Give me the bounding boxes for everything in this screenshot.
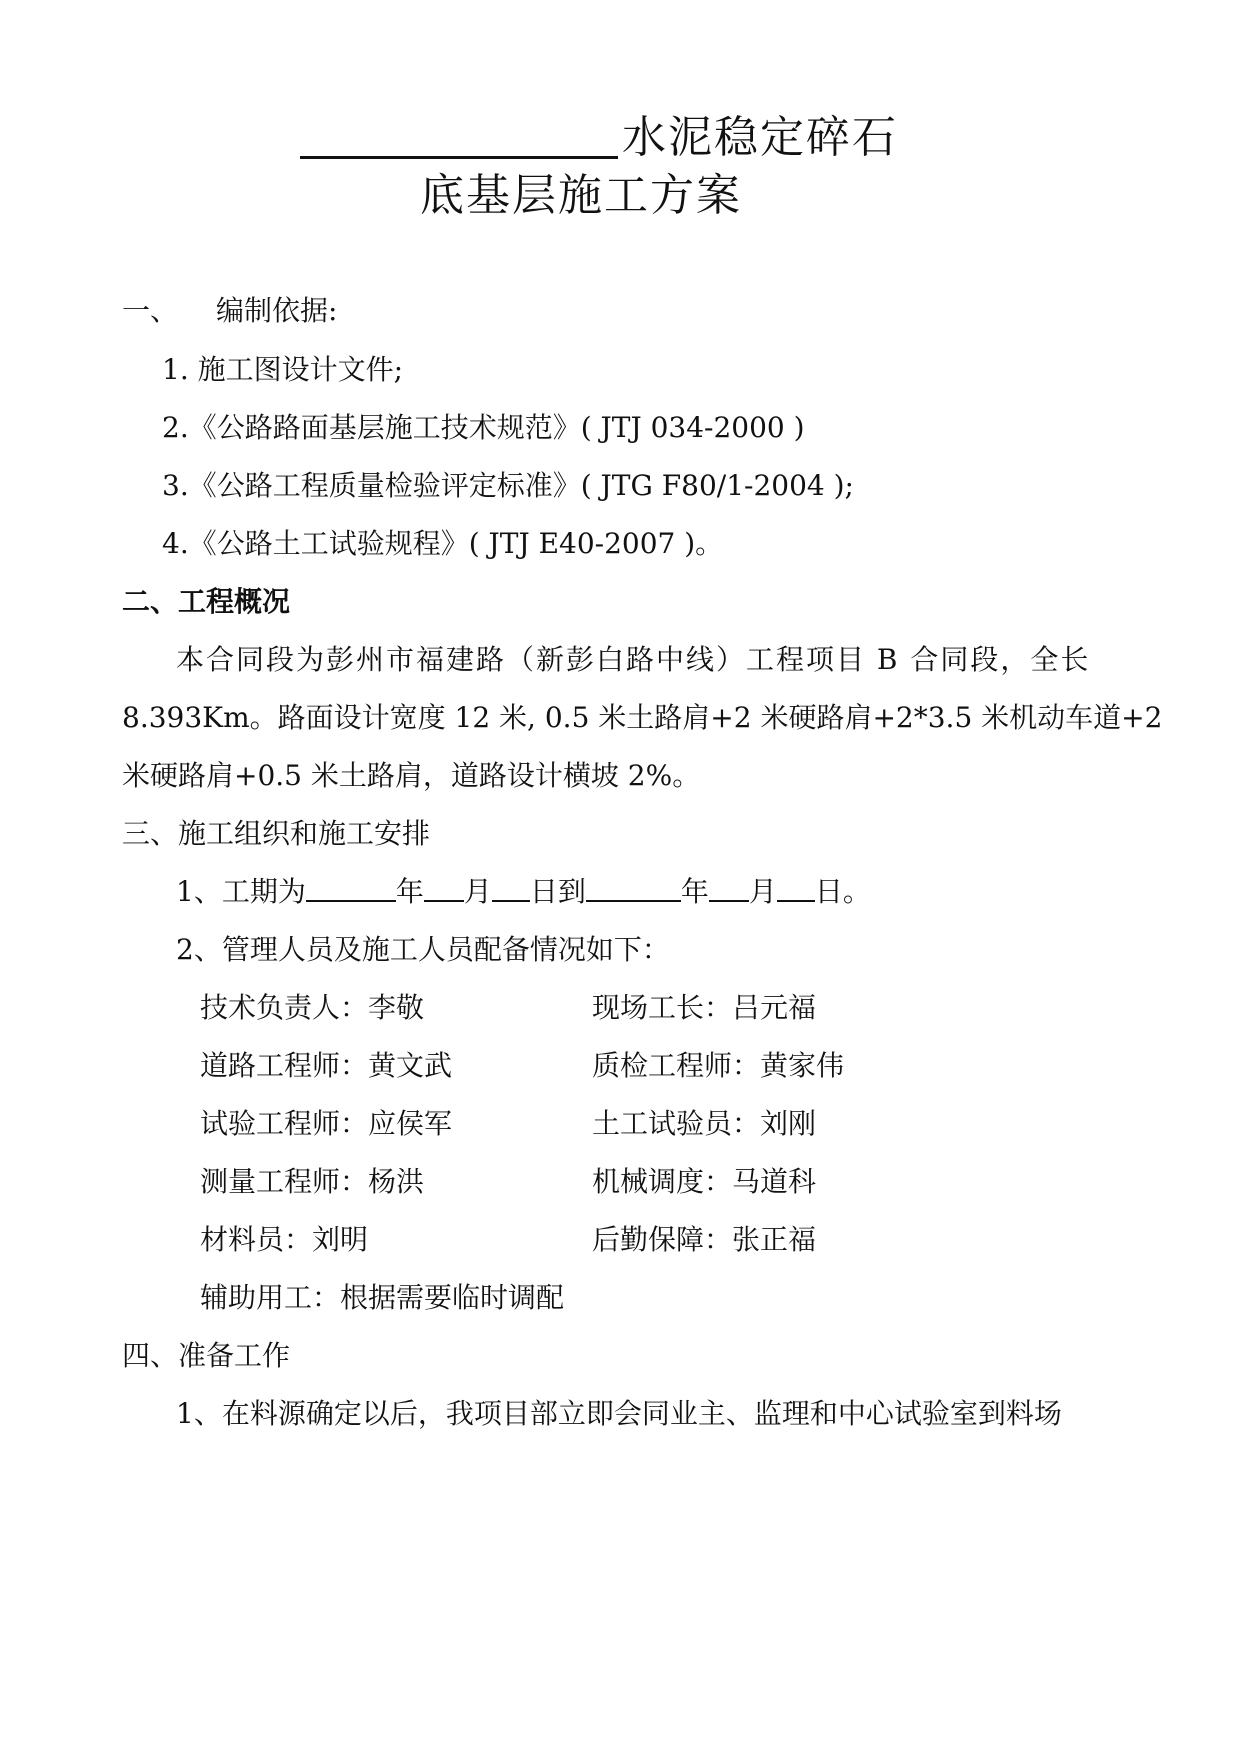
- end-month-label: 月: [748, 875, 777, 908]
- reference-item-1: 1. 施工图设计文件;: [162, 353, 404, 386]
- staff-right-1: 现场工长：吕元福: [592, 991, 817, 1024]
- staff-intro: 2、管理人员及施工人员配备情况如下：: [176, 933, 670, 966]
- staff-right-4: 机械调度：马道科: [592, 1165, 817, 1198]
- section-1-title: 编制依据:: [216, 294, 338, 327]
- end-month-blank: [709, 874, 749, 902]
- overview-para-line-1: 本合同段为彭州市福建路（新彭白路中线）工程项目 B 合同段，全长: [176, 643, 1091, 676]
- title-blank-underline: [300, 110, 618, 159]
- preparation-item-1: 1、在料源确定以后，我项目部立即会同业主、监理和中心试验室到料场: [176, 1397, 1062, 1430]
- reference-item-3: 3.《公路工程质量检验评定标准》( JTG F80/1-2004 );: [162, 469, 854, 502]
- schedule-prefix: 1、工期为: [176, 875, 306, 908]
- reference-item-4: 4.《公路土工试验规程》( JTJ E40-2007 )。: [162, 527, 724, 560]
- schedule-line: [176, 874, 871, 910]
- start-month-blank: [424, 874, 464, 902]
- title-line-1: [300, 110, 898, 166]
- start-year-label: 年: [395, 875, 424, 908]
- section-4-heading: 四、准备工作: [122, 1339, 291, 1372]
- staff-right-3: 土工试验员：刘刚: [592, 1107, 817, 1140]
- section-2-heading: 二、工程概况: [122, 585, 291, 618]
- section-3-heading: 三、施工组织和施工安排: [122, 817, 431, 850]
- reference-item-2: 2.《公路路面基层施工技术规范》( JTJ 034-2000 ): [162, 411, 805, 444]
- staff-left-4: 测量工程师：杨洪: [200, 1165, 425, 1198]
- end-day-label: 日。: [814, 875, 871, 908]
- title-text-1: 水泥稳定碎石: [622, 112, 898, 163]
- end-year-blank: [586, 874, 681, 902]
- start-year-blank: [306, 874, 396, 902]
- title-line-2: 底基层施工方案: [420, 170, 742, 221]
- overview-para-line-2: 8.393Km。路面设计宽度 12 米, 0.5 米土路肩+2 米硬路肩+2*3.5 米机动车道+2: [122, 701, 1163, 734]
- staff-left-2: 道路工程师：黄文武: [200, 1049, 453, 1082]
- staff-left-1: 技术负责人：李敬: [200, 991, 425, 1024]
- section-1-number: 一、: [122, 294, 179, 327]
- staff-left-6: 辅助用工：根据需要临时调配: [200, 1281, 565, 1314]
- end-day-blank: [777, 874, 815, 902]
- start-month-label: 月: [463, 875, 492, 908]
- staff-left-5: 材料员：刘明: [200, 1223, 369, 1256]
- start-day-blank: [492, 874, 530, 902]
- end-year-label: 年: [680, 875, 709, 908]
- staff-left-3: 试验工程师：应侯军: [200, 1107, 453, 1140]
- section-1-heading: [122, 293, 337, 329]
- staff-right-2: 质检工程师：黄家伟: [592, 1049, 845, 1082]
- staff-right-5: 后勤保障：张正福: [592, 1223, 817, 1256]
- start-day-label: 日到: [529, 875, 586, 908]
- overview-para-line-3: 米硬路肩+0.5 米土路肩，道路设计横坡 2%。: [122, 759, 701, 792]
